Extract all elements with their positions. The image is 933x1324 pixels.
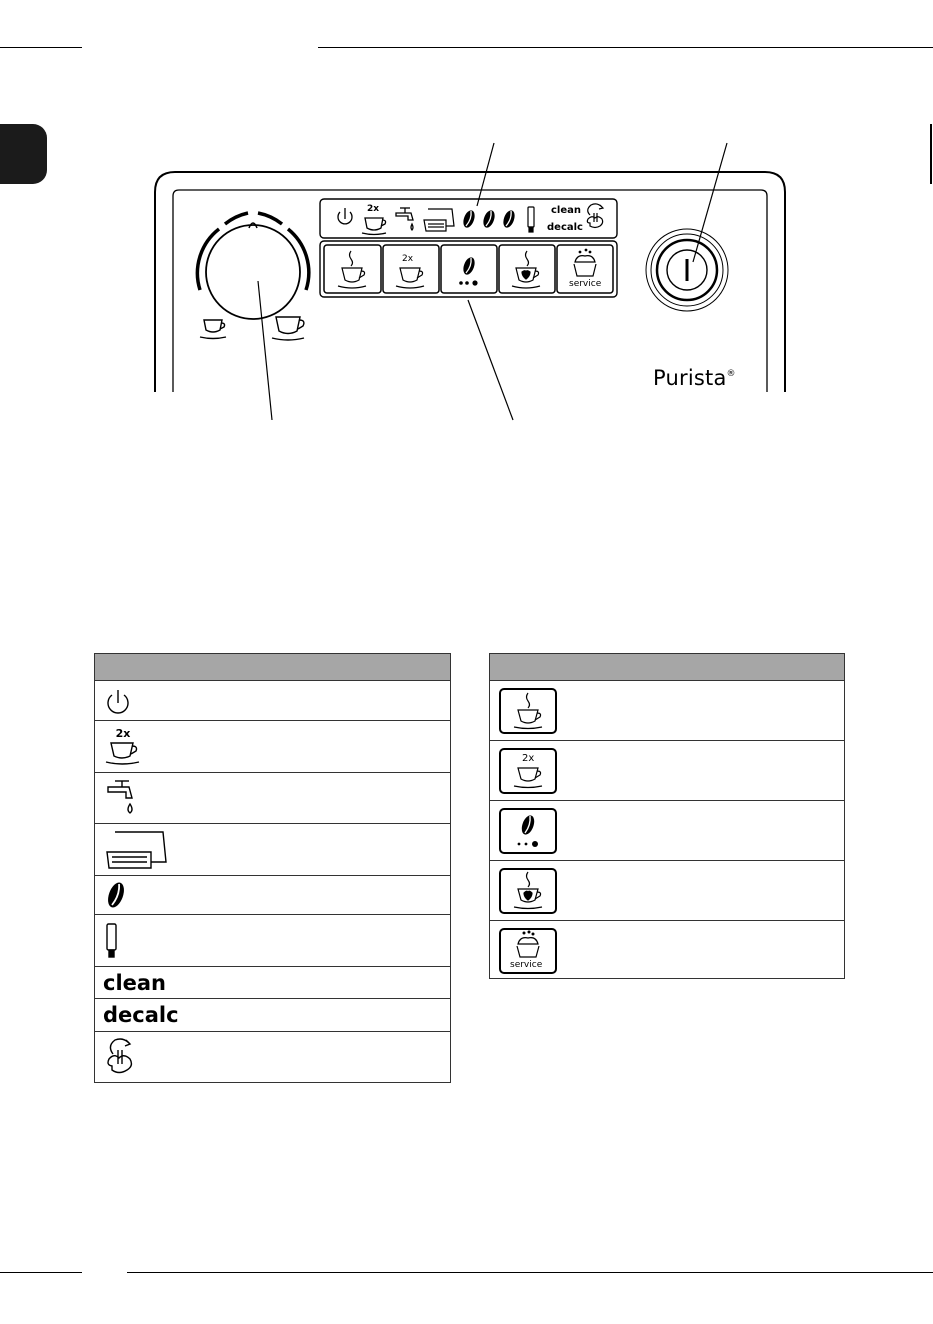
double-cup-icon [396,268,424,288]
single-cup-icon [338,251,366,288]
table-row [95,681,450,721]
table-row [95,999,450,1032]
button-symbols-table [489,653,845,979]
rinse-icon [587,204,603,228]
indicator-decalc-label: decalc [547,222,583,233]
water-tap-icon [103,776,143,820]
table-header [490,654,844,681]
table-row [490,801,844,861]
button-service-label: service [569,279,602,289]
favourite-cup-button-icon [498,867,558,915]
coffee-bean-icons [461,209,517,229]
table-row [95,915,450,967]
large-cup-icon [272,317,304,340]
table-row [490,741,844,801]
table-row [490,681,844,741]
small-cup-icon [200,320,226,339]
table-row [95,967,450,999]
table-row [95,721,450,773]
filter-cartridge-icon [103,921,123,961]
table-row [490,861,844,921]
double-cup-icon [103,740,143,766]
footer-rule-right [127,1272,933,1273]
favourite-cup-icon [512,251,540,288]
rinse-icon [103,1036,143,1080]
clean-text: clean [103,970,167,995]
double-cup-icon [362,218,386,235]
double-cup-button[interactable] [383,245,439,293]
table-row [95,773,450,824]
power-icon [338,208,352,224]
single-cup-button[interactable] [324,245,381,293]
favourite-button[interactable] [499,245,555,293]
indicator-2x-label: 2x [367,204,380,214]
brand-logo: Purista® [653,366,736,390]
double-cup-label: 2x [115,727,131,740]
decalc-text: decalc [103,1003,179,1027]
table-row [95,1032,450,1083]
aroma-icon [460,256,478,286]
filter-cartridge-icon [528,207,534,232]
aroma-button-icon [498,807,558,855]
power-icon [103,686,133,716]
panel-details [0,0,933,440]
table-row [95,876,450,915]
table-row [490,921,844,981]
indicator-clean-label: clean [551,205,582,216]
double-cup-button-label: 2x [522,752,535,764]
indicator-symbols-table [94,653,451,1083]
water-tap-icon [396,208,413,230]
drip-tray-icon [424,209,454,231]
button-2x-label: 2x [402,254,414,264]
drip-tray-icon [103,828,173,872]
coffee-bean-icon [103,879,133,911]
footer-rule-left [0,1272,82,1273]
table-row [95,824,450,876]
single-cup-button-icon [498,687,558,735]
service-button-label: service [510,960,543,970]
table-header [95,654,450,681]
milk-foam-icon [574,249,596,276]
rotary-knob[interactable] [206,225,300,319]
power-button[interactable] [646,229,728,311]
